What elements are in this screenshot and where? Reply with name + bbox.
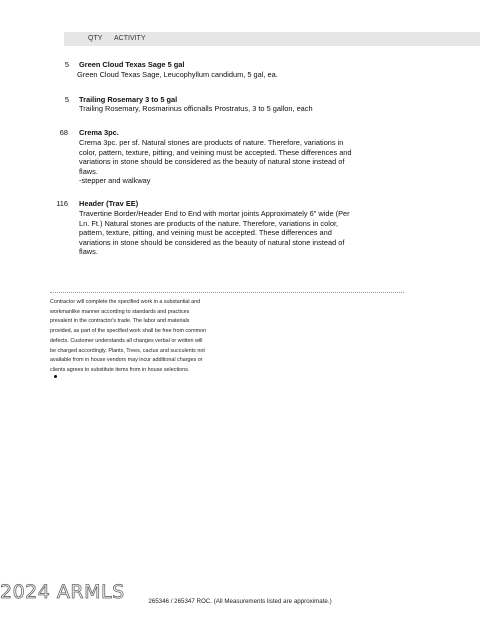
item-qty: 116 — [56, 199, 68, 208]
bullet-icon — [54, 375, 57, 378]
item-name: Crema 3pc. — [79, 128, 119, 137]
item-qty: 5 — [64, 60, 69, 69]
item-qty: 68 — [59, 128, 68, 137]
contract-terms: Contractor will complete the specified work in a substantial and workmanlike manner according to standards and practices prevalent in the contractor's trade. The labor and materials provided, as part of the specified work shall be free from common defects. Customer understands all changes verbal or written will be charged accordingly. Plants, Trees, cactus and succulents not available from in house vendors may incur additional charges or clients agrees to substitute items from in house selections. — [50, 299, 207, 373]
qty-column-header: QTY — [88, 35, 103, 42]
item-description: Crema 3pc. per sf. Natural stones are products of nature. Therefore, variations in color, pattern, texture, pitting, and veining must be accepted. These differences and variations in stone should be considered as the beauty of natural stone instead of flaws. -stepper and walkway — [79, 138, 352, 186]
item-name: Header (Trav EE) — [79, 199, 139, 208]
item-qty: 5 — [64, 95, 69, 104]
footer-text: 265346 / 265347 ROC. (All Measurements listed are approximate.) — [148, 598, 332, 605]
item-name: Trailing Rosemary 3 to 5 gal — [79, 95, 178, 104]
page-footer — [0, 598, 480, 605]
item-description: Travertine Border/Header End to End with mortar joints Approximately 6" wide (Per Ln. Ft.) Natural stones are products of the nature. Therefore, variations in color, pattern, texture, pitting, and veining must be accepted. These differences and variations in stone should be considered as the beauty of natural stone instead of flaws. — [79, 209, 350, 257]
mls-watermark: 2024 ARMLS — [0, 581, 125, 603]
item-description: Trailing Rosemary, Rosmarinus officnalls Prostratus, 3 to 5 gallon, each — [79, 104, 313, 113]
column-header-bar — [64, 32, 480, 46]
activity-column-header: ACTIVITY — [114, 35, 146, 42]
section-divider — [50, 292, 404, 293]
item-name: Green Cloud Texas Sage 5 gal — [79, 60, 185, 69]
item-description: Green Cloud Texas Sage, Leucophyllum candidum, 5 gal, ea. — [77, 70, 278, 79]
